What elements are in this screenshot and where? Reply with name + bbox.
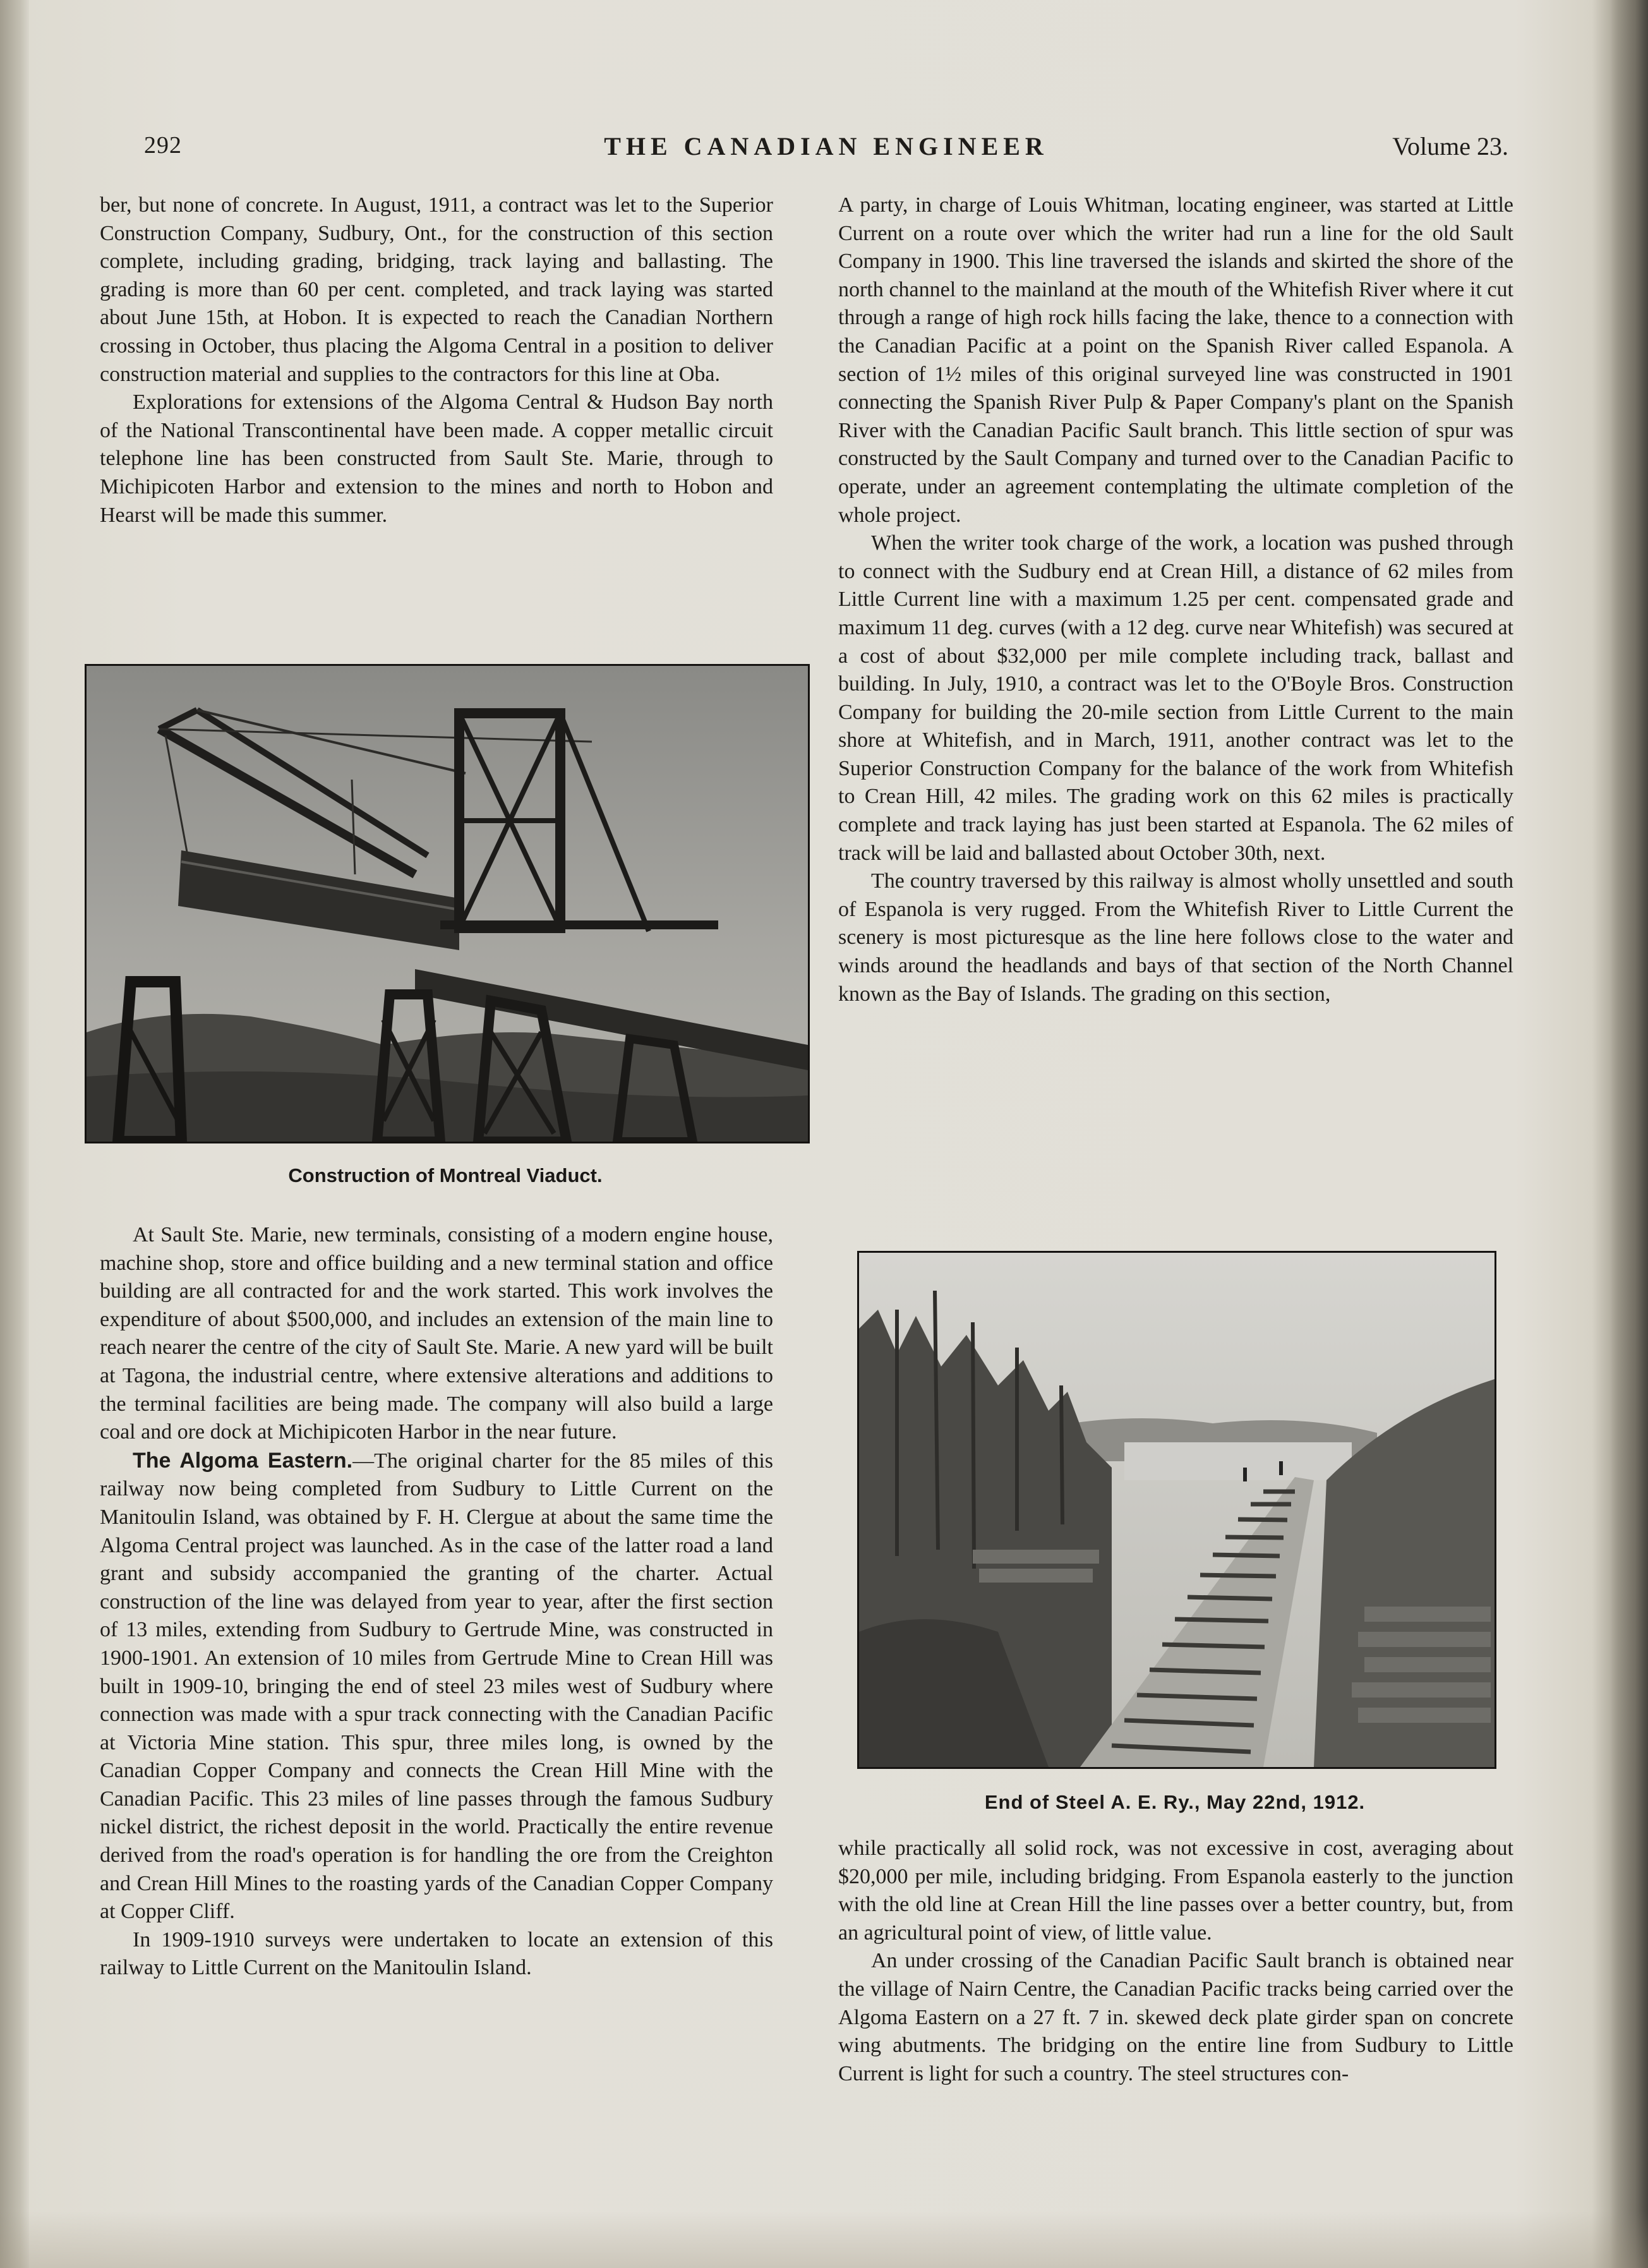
paragraph: Explorations for extensions of the Algoma Central & Hudson Bay north of the National Transcontinental have been made. A copper metallic circuit telephone line has been constructed from Sault Ste. Marie, through to Michipicoten Harbor and extension to the mines and north to Hobon and Hearst will be made this summer. xyxy=(100,390,773,527)
run-in-heading: The Algoma Eastern. xyxy=(133,1448,353,1473)
paragraph: At Sault Ste. Marie, new terminals, consisting of a modern engine house, machine shop, store and office building and a new terminal station and office building are all contracted for and the work started. This work involves the expenditure of about $500,000, and includes an extension of the main line to reach nearer the centre of the city of Sault Ste. Marie. A new yard will be built at Tagona, the industrial centre, where extensive alterations and additions to the terminal facilities are being made. The company will also build a large coal and ore dock at Michipicoten Harbor in the near future. xyxy=(100,1223,773,1444)
binding-strip xyxy=(0,0,29,2268)
figure-montreal-viaduct xyxy=(85,664,810,1143)
viaduct-crane-photo-icon xyxy=(87,666,808,1142)
journal-title: THE CANADIAN ENGINEER xyxy=(604,132,1049,160)
page-edge-shadow xyxy=(1610,0,1648,2268)
running-header xyxy=(144,131,1508,169)
paragraph: When the writer took charge of the work, a location was pushed through to connect with the Sudbury end at Crean Hill, a distance of 62 miles from Little Current line with a maximum 1.25 per cent. compensated grade and maximum 11 deg. curves (with a 12 deg. curve near Whitefish) was secured at a cost of about $32,000 per mile complete including track, ballast and building. In July, 1910, a contract was let to the O'Boyle Bros. Construction Company for building the 20-mile section from Little Current to the main shore at Whitefish, and in March, 1911, another contract was let to the Superior Construction Company for the balance of the work from Whitefish to Crean Hill, 42 miles. The grading work on this 62 miles is practically complete and track laying has just been started at Espanola. The 62 miles of track will be laid and ballasted about October 30th, next. xyxy=(838,531,1513,865)
track-laying-photo-icon xyxy=(859,1253,1495,1767)
left-column-bottom xyxy=(100,1221,773,1982)
paragraph: In 1909-1910 surveys were undertaken to locate an extension of this railway to Little Current on the Manitoulin Island. xyxy=(100,1927,773,1980)
figure-end-of-steel xyxy=(857,1251,1496,1769)
page-bottom-stain xyxy=(0,2211,1648,2268)
paragraph: An under crossing of the Canadian Pacific Sault branch is obtained near the village of Nairn Centre, the Canadian Pacific tracks being carried over the Algoma Eastern on a 27 ft. 7 in. skewed deck plate girder span on concrete wing abutments. The bridging on the entire line from Sudbury to Little Current is light for such a country. The steel structures con- xyxy=(838,1949,1513,2085)
figure-2-caption: End of Steel A. E. Ry., May 22nd, 1912. xyxy=(984,1791,1366,1813)
page-number: 292 xyxy=(144,132,182,159)
figure-1-caption: Construction of Montreal Viaduct. xyxy=(288,1164,603,1186)
paragraph: ber, but none of concrete. In August, 1911, a contract was let to the Superior Construction Company, Sudbury, Ont., for the construction of this section complete, including grading, bridging, track laying and ballasting. The grading is more than 60 per cent. completed, and track laying was started about June 15th, at Hobon. It is expected to reach the Canadian Northern crossing in October, thus placing the Algoma Central in a position to deliver construction material and supplies to the contractors for this line at Oba. xyxy=(100,193,773,386)
paragraph-algoma-eastern xyxy=(100,1447,773,1926)
right-column-bottom xyxy=(838,1835,1513,2088)
right-column-top xyxy=(838,191,1513,1008)
volume-label: Volume 23. xyxy=(1392,132,1508,160)
paragraph-text: —The original charter for the 85 miles of this railway now being completed from Sudbury to Little Current on the Manitoulin Island, was obtained by F. H. Clergue at about the same time the Algoma Central project was launched. As in the case of the latter road a land grant and subsidy accompanied the granting of the charter. Actual construction of the line was delayed from year to year, after the first section of 13 miles, extending from Sudbury to Gertrude Mine, was constructed in 1900-1901. An extension of 10 miles from Gertrude Mine to Crean Hill was built in 1909-10, bringing the end of steel 23 miles west of Sudbury where connection was made with a spur track connecting with the Canadian Pacific at Victoria Mine station. This spur, three miles long, is owned by the Canadian Copper Company and connects the Crean Hill Mine with the Canadian Pacific. This 23 miles of line passes through the famous Sudbury nickel district, the richest deposit in the world. Practically the entire revenue derived from the road's operation is for handling the ore from the Creighton and Crean Hill Mines to the roasting yards of the Canadian Copper Company at Copper Cliff. xyxy=(100,1449,773,1924)
paragraph: The country traversed by this railway is almost wholly unsettled and south of Espanola is very rugged. From the Whitefish River to Little Current the scenery is most picturesque as the line here follows close to the water and winds around the headlands and bays of that section of the North Channel known as the Bay of Islands. The grading on this section, xyxy=(838,869,1513,1006)
paragraph: A party, in charge of Louis Whitman, locating engineer, was started at Little Current on a route over which the writer had run a line for the old Sault Company in 1900. This line traversed the islands and skirted the shore of the north channel to the mainland at the mouth of the Whitefish River where it cut through a range of high rock hills facing the lake, thence to a connection with the Canadian Pacific at a point on the Spanish River called Espanola. A section of 1½ miles of this original surveyed line was constructed in 1901 connecting the Spanish River Pulp & Paper Company's plant on the Spanish River with the Canadian Pacific Sault branch. This little section of spur was constructed by the Sault Company and turned over to the Canadian Pacific to operate, under an agreement contemplating the ultimate completion of the whole project. xyxy=(838,193,1513,527)
paragraph: while practically all solid rock, was not excessive in cost, averaging about $20,000 per mile, including bridging. From Espanola easterly to the junction with the old line at Crean Hill the line passes over a better country, but, from an agricultural point of view, of little value. xyxy=(838,1837,1513,1945)
left-column-top xyxy=(100,191,773,529)
